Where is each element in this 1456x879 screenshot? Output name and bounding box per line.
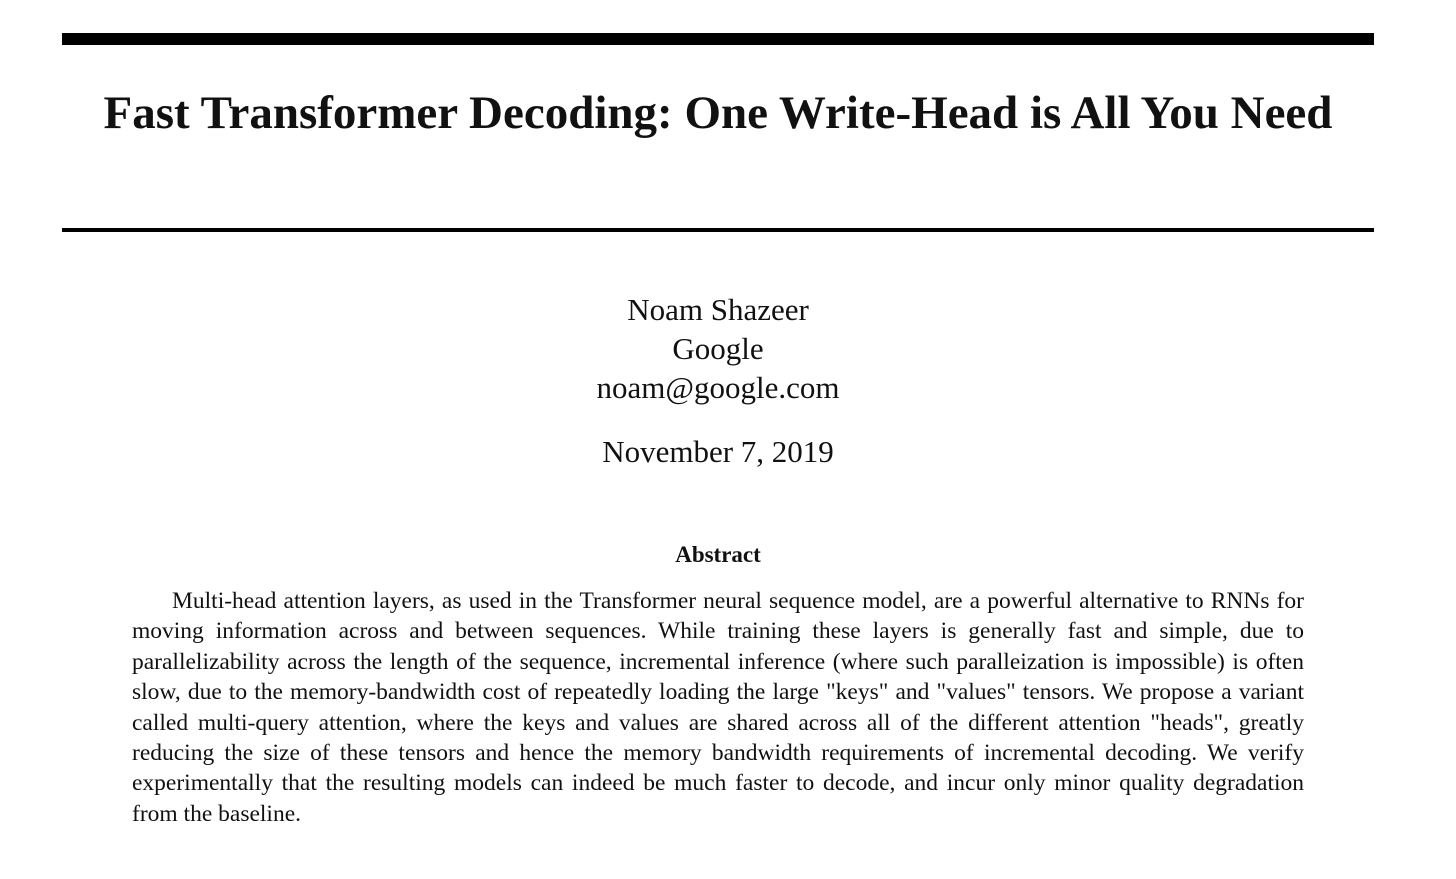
bottom-rule [62,228,1374,232]
paper-title: Fast Transformer Decoding: One Write-Head is All You Need [103,87,1333,139]
abstract-text: Multi-head attention layers, as used in the Transformer neural sequence model, are a powerful alternative to RNNs for moving information across and between sequences. While training these layers is generally fast and simple, due to parallelizability across the length of the sequence, incremental inference (where such paralleization is impossible) is often slow, due to the memory-bandwidth cost of repeatedly loading the large "keys" and "values" tensors. We propose a variant called multi-query attention, where the keys and values are shared across all of the different attention "heads", greatly reducing the size of these tensors and hence the memory bandwidth requirements of incremental decoding. We verify experimentally that the resulting models can indeed be much faster to decode, and incur only minor quality degradation from the baseline. [132,588,1304,827]
paper-date: November 7, 2019 [602,434,834,469]
author-email: noam@google.com [596,370,840,405]
author-name: Noam Shazeer [627,292,809,327]
author-block [0,290,1436,407]
abstract-heading: Abstract [675,542,761,567]
author-affiliation: Google [672,331,764,366]
top-rule [62,33,1374,45]
